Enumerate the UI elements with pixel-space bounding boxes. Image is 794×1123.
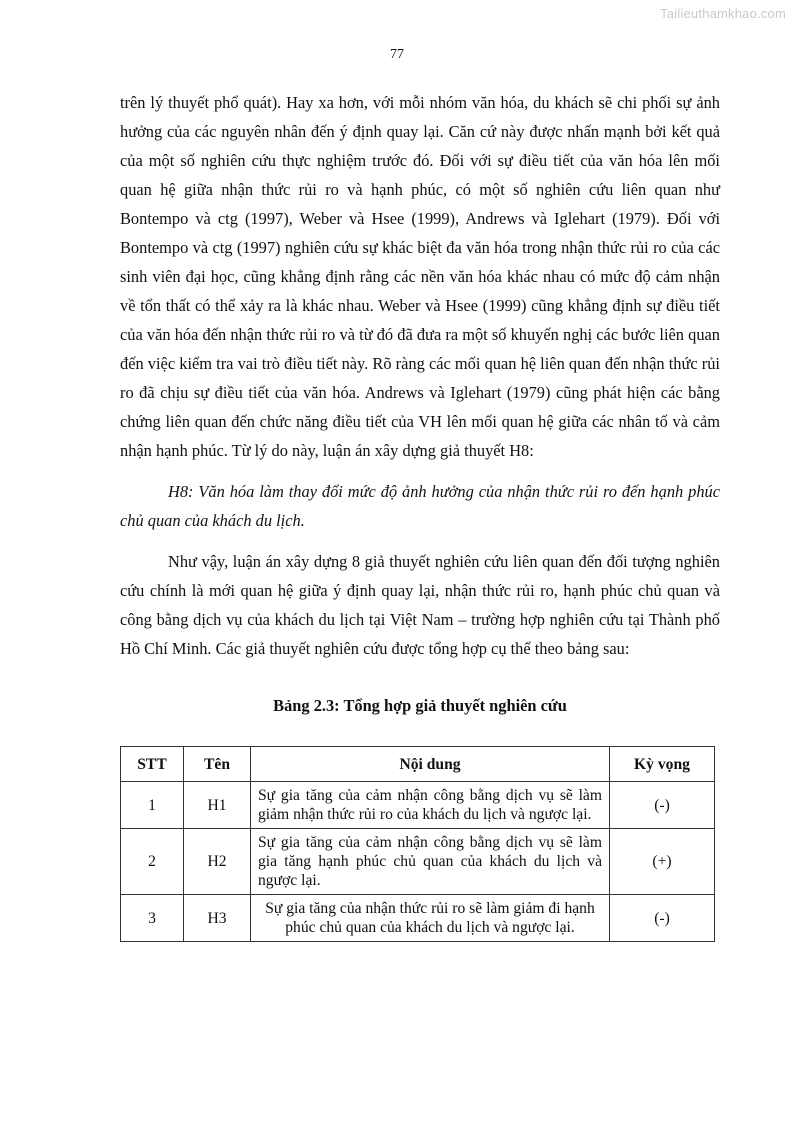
header-ten: Tên xyxy=(184,747,251,782)
page-number: 77 xyxy=(390,47,404,62)
row-ten: H1 xyxy=(184,782,251,829)
row-stt: 2 xyxy=(121,829,184,895)
table-row xyxy=(121,895,715,942)
page-content xyxy=(120,88,720,942)
row-ky-vong: (-) xyxy=(610,782,715,829)
hypothesis-h8: H8: Văn hóa làm thay đổi mức độ ảnh hưởng của nhận thức rủi ro đến hạnh phúc chủ quan của khách du lịch. xyxy=(120,482,720,530)
table-row xyxy=(121,829,715,895)
row-noi-dung: Sự gia tăng của cảm nhận công bằng dịch vụ sẽ làm gia tăng hạnh phúc chủ quan của khách du lịch và ngược lại. xyxy=(251,829,610,895)
paragraph-2: Như vậy, luận án xây dựng 8 giả thuyết nghiên cứu liên quan đến đối tượng nghiên cứu chính là mới quan hệ giữa ý định quay lại, nhận thức rủi ro, hạnh phúc chủ quan và công bằng dịch vụ của khách du lịch tại Việt Nam – trường hợp nghiên cứu tại Thành phố Hồ Chí Minh. Các giả thuyết nghiên cứu được tổng hợp cụ thể theo bảng sau: xyxy=(120,552,720,658)
header-stt: STT xyxy=(121,747,184,782)
header-noi-dung: Nội dung xyxy=(251,747,610,782)
row-stt: 1 xyxy=(121,782,184,829)
hypothesis-table xyxy=(120,746,715,942)
table-header-row xyxy=(121,747,715,782)
row-ten: H3 xyxy=(184,895,251,942)
row-ky-vong: (-) xyxy=(610,895,715,942)
row-ten: H2 xyxy=(184,829,251,895)
table-row xyxy=(121,782,715,829)
row-ky-vong: (+) xyxy=(610,829,715,895)
header-ky-vong: Kỳ vọng xyxy=(610,747,715,782)
watermark: Tailieuthamkhao.com xyxy=(660,6,786,21)
row-noi-dung: Sự gia tăng của cảm nhận công bằng dịch vụ sẽ làm giảm nhận thức rủi ro của khách du lịch và ngược lại. xyxy=(251,782,610,829)
row-stt: 3 xyxy=(121,895,184,942)
row-noi-dung: Sự gia tăng của nhận thức rủi ro sẽ làm giảm đi hạnh phúc chủ quan của khách du lịch và ngược lại. xyxy=(251,895,610,942)
paragraph-1: trên lý thuyết phổ quát). Hay xa hơn, với mỗi nhóm văn hóa, du khách sẽ chi phối sự ảnh hưởng của các nguyên nhân đến ý định quay lại. Căn cứ này được nhấn mạnh bởi kết quả của một số nghiên cứu thực nghiệm trước đó. Đối với sự điều tiết của văn hóa lên mối quan hệ giữa nhận thức rủi ro và hạnh phúc, có một số nghiên cứu liên quan như Bontempo và ctg (1997), Weber và Hsee (1999), Andrews và Iglehart (1979). Đối với Bontempo và ctg (1997) nghiên cứu sự khác biệt đa văn hóa trong nhận thức rủi ro của các sinh viên đại học, cũng khẳng định rằng các nền văn hóa khác nhau có mức độ cảm nhận về tổn thất có thể xảy ra là khác nhau. Weber và Hsee (1999) cũng khẳng định sự điều tiết của văn hóa đến nhận thức rủi ro và từ đó đã đưa ra một số khuyến nghị các bước liên quan đến việc kiểm tra vai trò điều tiết này. Rõ ràng các mối quan hệ liên quan đến nhận thức rủi ro đã chịu sự điều tiết của văn hóa. Andrews và Iglehart (1979) cũng phát hiện các bằng chứng liên quan đến chức năng điều tiết của VH lên mối quan hệ giữa các nhân tố và cảm nhận hạnh phúc. Từ lý do này, luận án xây dựng giả thuyết H8: xyxy=(120,93,720,460)
table-caption: Bảng 2.3: Tổng hợp giả thuyết nghiên cứu xyxy=(273,696,567,715)
